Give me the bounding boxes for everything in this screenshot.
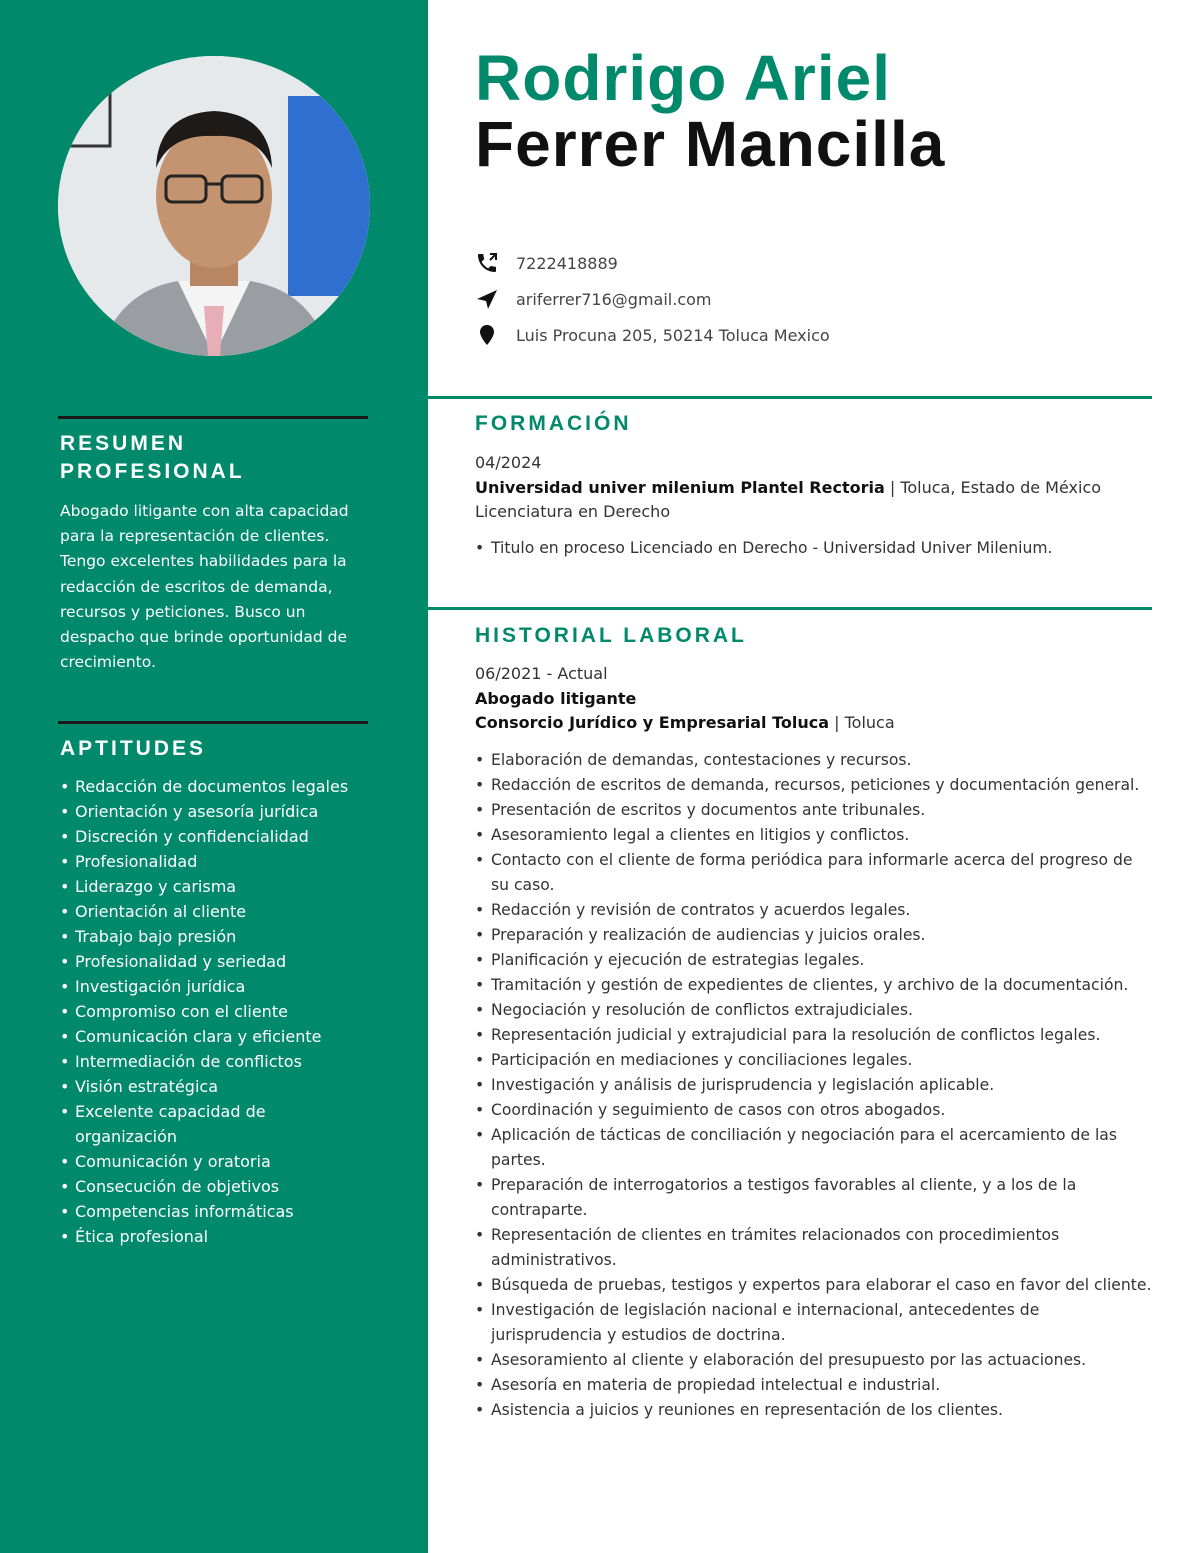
list-item: • Redacción y revisión de contratos y acuerdos legales.: [475, 898, 1155, 923]
skills-list: [60, 774, 360, 1249]
contact-address: [475, 322, 1075, 348]
list-item: • Excelente capacidad de organización: [60, 1099, 360, 1149]
education-location: | Toluca, Estado de México: [884, 478, 1102, 497]
education-bullets: [475, 536, 1155, 561]
list-item: • Preparación y realización de audiencias y juicios orales.: [475, 923, 1155, 948]
skills-title: APTITUDES: [60, 737, 207, 760]
list-item: • Presentación de escritos y documentos ante tribunales.: [475, 798, 1155, 823]
education-school-line: [475, 476, 1101, 500]
first-name: Rodrigo Ariel: [475, 42, 891, 114]
list-item: • Competencias informáticas: [60, 1199, 360, 1224]
work-date: 06/2021 - Actual: [475, 664, 608, 683]
list-item: • Consecución de objetivos: [60, 1174, 360, 1199]
summary-text: Abogado litigante con alta capacidad para la representación de clientes. Tengo excelentes habilidades para la redacción de escritos de demanda, recursos y peticiones. Busco un despacho que brinde oportunidad de crecimiento.: [60, 502, 349, 672]
work-bullets: [475, 748, 1155, 1423]
work-location: | Toluca: [829, 713, 895, 732]
address-text: Luis Procuna 205, 50214 Toluca Mexico: [516, 325, 830, 345]
list-item: • Liderazgo y carisma: [60, 874, 360, 899]
list-item: • Planificación y ejecución de estrategias legales.: [475, 948, 1155, 973]
list-item: • Trabajo bajo presión: [60, 924, 360, 949]
education-school: Universidad univer milenium Plantel Rectoria: [475, 478, 885, 497]
list-item: • Profesionalidad: [60, 849, 360, 874]
full-name: [475, 42, 946, 180]
list-item: • Contacto con el cliente de forma periódica para informarle acerca del progreso de su caso.: [475, 848, 1155, 898]
list-item: • Negociación y resolución de conflictos extrajudiciales.: [475, 998, 1155, 1023]
send-icon: [475, 287, 499, 311]
phone-icon: [475, 251, 499, 275]
list-item: • Representación de clientes en trámites relacionados con procedimientos administrativos.: [475, 1223, 1155, 1273]
email-text[interactable]: ariferrer716@gmail.com: [516, 289, 712, 309]
list-item: • Participación en mediaciones y conciliaciones legales.: [475, 1048, 1155, 1073]
list-item: • Asistencia a juicios y reuniones en representación de los clientes.: [475, 1398, 1155, 1423]
list-item: • Investigación de legislación nacional e internacional, antecedentes de jurisprudencia y estudios de doctrina.: [475, 1298, 1155, 1348]
education-title: FORMACIÓN: [475, 412, 632, 435]
list-item: • Búsqueda de pruebas, testigos y expertos para elaborar el caso en favor del cliente.: [475, 1273, 1155, 1298]
list-item: • Aplicación de tácticas de conciliación y negociación para el acercamiento de las partes.: [475, 1123, 1155, 1173]
list-item: • Discreción y confidencialidad: [60, 824, 360, 849]
list-item: • Representación judicial y extrajudicial para la resolución de conflictos legales.: [475, 1023, 1155, 1048]
list-item: • Elaboración de demandas, contestaciones y recursos.: [475, 748, 1155, 773]
list-item: • Intermediación de conflictos: [60, 1049, 360, 1074]
list-item: • Coordinación y seguimiento de casos con otros abogados.: [475, 1098, 1155, 1123]
location-pin-icon: [475, 323, 499, 347]
work-divider: [428, 607, 1152, 610]
list-item: • Titulo en proceso Licenciado en Derecho - Universidad Univer Milenium.: [475, 536, 1155, 561]
list-item: • Redacción de escritos de demanda, recursos, peticiones y documentación general.: [475, 773, 1155, 798]
work-company-line: [475, 711, 895, 735]
list-item: • Profesionalidad y seriedad: [60, 949, 360, 974]
list-item: • Visión estratégica: [60, 1074, 360, 1099]
education-degree: Licenciatura en Derecho: [475, 502, 671, 521]
education-date: 04/2024: [475, 453, 542, 472]
list-item: • Comunicación clara y eficiente: [60, 1024, 360, 1049]
list-item: • Ética profesional: [60, 1224, 360, 1249]
education-divider: [428, 396, 1152, 399]
phone-text[interactable]: 7222418889: [516, 253, 618, 273]
list-item: • Orientación al cliente: [60, 899, 360, 924]
summary-divider: [58, 416, 368, 419]
skills-divider: [58, 721, 368, 724]
profile-photo: [58, 56, 370, 356]
work-title: HISTORIAL LABORAL: [475, 624, 747, 647]
contact-email: [475, 286, 1075, 312]
list-item: • Orientación y asesoría jurídica: [60, 799, 360, 824]
list-item: • Asesoría en materia de propiedad intelectual e industrial.: [475, 1373, 1155, 1398]
summary-title: RESUMEN PROFESIONAL: [60, 432, 245, 483]
last-name: Ferrer Mancilla: [475, 108, 946, 180]
work-company: Consorcio Jurídico y Empresarial Toluca: [475, 713, 830, 732]
work-position: Abogado litigante: [475, 689, 637, 708]
sidebar: [0, 0, 428, 1553]
list-item: • Preparación de interrogatorios a testigos favorables al cliente, y a los de la contraparte.: [475, 1173, 1155, 1223]
list-item: • Asesoramiento legal a clientes en litigios y conflictos.: [475, 823, 1155, 848]
contact-phone: [475, 250, 1075, 276]
list-item: • Comunicación y oratoria: [60, 1149, 360, 1174]
list-item: • Redacción de documentos legales: [60, 774, 360, 799]
list-item: • Investigación jurídica: [60, 974, 360, 999]
list-item: • Tramitación y gestión de expedientes de clientes, y archivo de la documentación.: [475, 973, 1155, 998]
list-item: • Asesoramiento al cliente y elaboración del presupuesto por las actuaciones.: [475, 1348, 1155, 1373]
list-item: • Compromiso con el cliente: [60, 999, 360, 1024]
list-item: • Investigación y análisis de jurisprudencia y legislación aplicable.: [475, 1073, 1155, 1098]
